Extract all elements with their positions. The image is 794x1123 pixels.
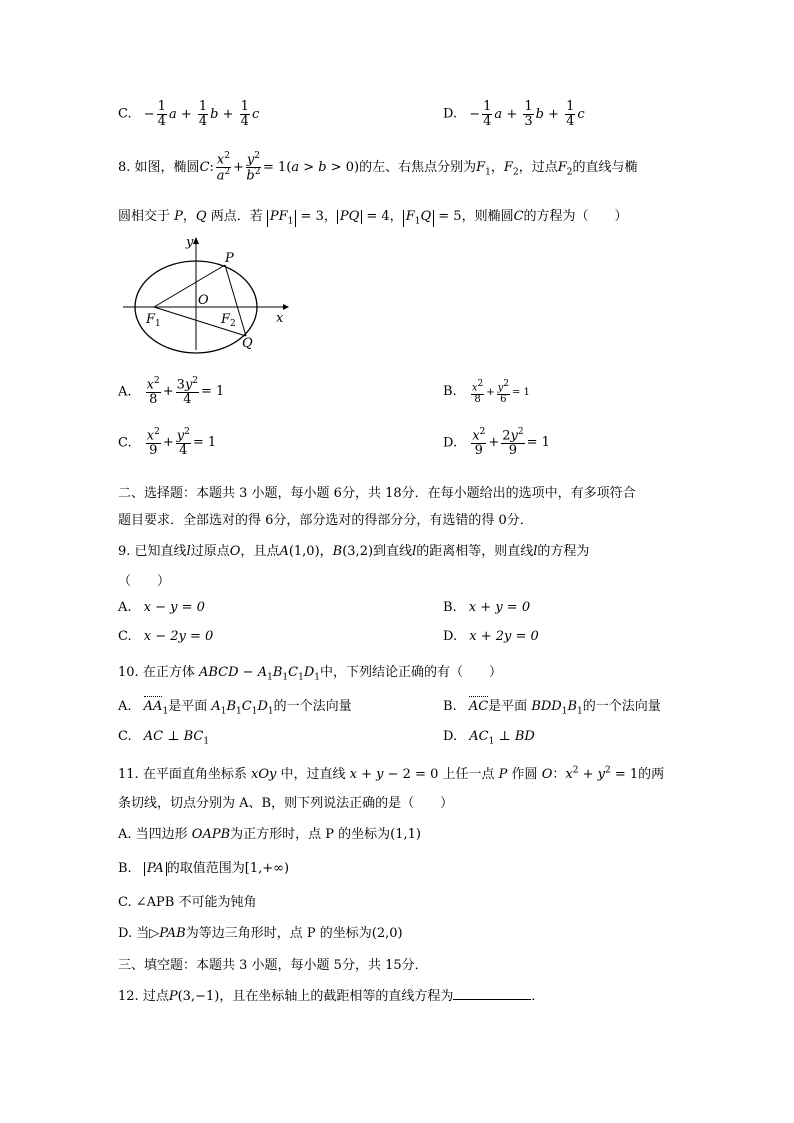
text: B. [118, 861, 132, 876]
answer-blank[interactable] [453, 987, 531, 1000]
text: 为正方形时，点 P 的坐标为 [230, 827, 391, 842]
option-equation: x − 2y = 0 [143, 629, 214, 644]
question-number: 12. [118, 989, 139, 1004]
q10-option-b: B. AC是平面 $BDD_1B_1$的一个法向量 [443, 699, 661, 717]
q7-option-c-expression: − $\frac{1}{4}$ a + $\frac{1}{4}$ b + $\frac{1}{4}$ c [143, 99, 260, 129]
q12-stem: 12. 过点P(3,−1)，且在坐标轴上的截距相等的直线方程为 ． [118, 989, 545, 1004]
q7-option-c [118, 100, 259, 128]
option-label: B. [443, 600, 457, 615]
label-q: Q [242, 336, 253, 351]
option-label: D. [443, 729, 458, 744]
label-f2: $F_2$ [221, 312, 236, 329]
text: ． [531, 989, 545, 1004]
q11-option-a: A. 当四边形 OAPB为正方形时，点 P 的坐标为(1,1) [118, 827, 421, 842]
y-axis-arrow [193, 237, 199, 244]
text: 过点 [142, 989, 169, 1004]
option-label: A. [118, 384, 132, 400]
text: 是平面 [168, 699, 208, 714]
q9-answer-paren: （ ） [118, 574, 171, 589]
text: 作圆 [511, 767, 538, 782]
q10-option-d: D. $AC_1$ ⊥ BD [443, 729, 535, 747]
math: C [199, 159, 210, 175]
option-label: D. [443, 106, 458, 122]
text: D. 当▷ [118, 926, 160, 941]
text: 的两 [638, 767, 665, 782]
question-number: 9. [118, 544, 131, 559]
option-equation: x + 2y = 0 [469, 629, 539, 644]
text: 的直线与椭 [572, 159, 638, 175]
question-number: 11. [118, 767, 139, 782]
q9-stem: 9. 已知直线l过原点O，且点A(1,0)，B(3,2)到直线l的距离相等，则直线l的方程为 [118, 544, 590, 559]
question-number: 10. [118, 665, 139, 680]
text: ，且在坐标轴上的截距相等的直线方程为 [219, 989, 454, 1004]
option-label: A. [118, 600, 132, 615]
text: ，则椭圆 [461, 209, 514, 224]
text: 为等边三角形时，点 P 的坐标为 [185, 926, 372, 941]
q8-line2: 圆相交于 P，Q 两点．若 $PF_1 = 3$， PQ = 4， $F_1Q = 5$，则椭圆C的方程为（ ） [118, 209, 628, 227]
label-y: y [186, 235, 194, 250]
text: 中，下列结论正确的有（ ） [320, 665, 503, 680]
option-equation: x − y = 0 [143, 600, 205, 615]
segment-f1-p [154, 265, 225, 307]
q8-option-d: D. $\frac{x^2}{9}$ + $\frac{2y^2}{9}$ = 1 [443, 427, 550, 458]
label-o: O [198, 293, 209, 308]
text: 如图，椭圆 [134, 159, 200, 175]
text: 过原点 [190, 544, 230, 559]
q9-option-d [443, 629, 539, 644]
question-number: 8. [118, 159, 131, 175]
option-label: D. [443, 435, 458, 451]
q11-option-c: C. ∠APB 不可能为钝角 [118, 895, 257, 910]
text: 的取值范围为 [166, 861, 245, 876]
text: 的一个法向量 [582, 699, 661, 714]
q9-option-a [118, 600, 205, 615]
text: ，且点 [240, 544, 280, 559]
text: ，过点 [518, 159, 558, 175]
text: 两点．若 [210, 209, 263, 224]
q10-stem: 10. 在正方体 ABCD − $A_1B_1C_1D_1$中，下列结论正确的有（ ） [118, 665, 503, 683]
text: 的方程为 [537, 544, 590, 559]
q11-option-b: B. PA 的取值范围为[1,+∞) [118, 861, 290, 876]
option-label: B. [443, 699, 457, 714]
text: 上任一点 [442, 767, 495, 782]
label-x: x [276, 311, 284, 326]
text: 已知直线 [134, 544, 187, 559]
option-label: C. [118, 629, 132, 644]
text: 是平面 [488, 699, 528, 714]
option-label: A. [118, 699, 132, 714]
q10-option-a: A. $AA_1$是平面 $A_1B_1C_1D_1$的一个法向量 [118, 699, 352, 717]
x-axis-arrow [283, 304, 289, 310]
text: 在正方体 [142, 665, 195, 680]
q11-line2: 条切线，切点分别为 A、B，则下列说法正确的是（ ） [118, 796, 454, 811]
text: 圆相交于 [118, 209, 171, 224]
text: 的左、右焦点分别为 [359, 159, 477, 175]
q7-option-d-expression: − $\frac{1}{4}$ a + $\frac{1}{3}$ b + $\frac{1}{4}$ c [469, 99, 585, 129]
q9-option-b [443, 600, 530, 615]
option-label: C. [118, 729, 132, 744]
option-equation: x + y = 0 [468, 600, 531, 615]
text: 中，过直线 [280, 767, 346, 782]
q11-line1: 11. 在平面直角坐标系 xOy 中，过直线 x + y − 2 = 0 上任一点 P 作圆 O：$x^2 + y^2 = 1$的两 [118, 765, 665, 782]
ellipse-figure [118, 232, 293, 357]
q9-option-c [118, 629, 213, 644]
option-label: C. [118, 435, 132, 451]
text: 的一个法向量 [273, 699, 352, 714]
section-3-heading: 三、填空题：本题共 3 小题，每小题 5分，共 15分． [118, 958, 428, 973]
text: 到直线 [373, 544, 413, 559]
q10-option-c: C. AC ⊥ $BC_1$ [118, 729, 210, 747]
text: 的方程为（ ） [523, 209, 628, 224]
text: 在平面直角坐标系 [142, 767, 247, 782]
option-label: C. [118, 106, 132, 122]
label-f1: $F_1$ [146, 312, 161, 329]
text: 的距离相等，则直线 [416, 544, 534, 559]
option-label: D. [443, 629, 458, 644]
label-p: P [225, 251, 234, 266]
option-label: B. [443, 384, 457, 400]
q8-line1: 8. 如图，椭圆C: $\frac{x^2}{a^2}$ + $\frac{y^2}{b^2}$ = 1(a > b > 0)的左、右焦点分别为$F_1$，$F_2$，过点$F_2$的直线与椭 [118, 151, 638, 184]
text: A. 当四边形 [118, 827, 188, 842]
section-2-line2: 题目要求．全部选对的得 6分，部分选对的得部分分，有选错的得 0分． [118, 513, 533, 528]
q7-option-d [443, 100, 585, 128]
q8-option-b: B. $\frac{x^2}{8}$ + $\frac{y^2}{6}$ = 1 [443, 379, 530, 405]
q11-option-d: D. 当▷PAB为等边三角形时，点 P 的坐标为(2,0) [118, 926, 403, 941]
q8-option-c: C. $\frac{x^2}{9}$ + $\frac{y^2}{4}$ = 1 [118, 427, 217, 458]
section-2-line1: 二、选择题：本题共 3 小题，每小题 6分，共 18分．在每小题给出的选项中，有多项符合 [118, 486, 636, 501]
q8-option-a: A. $\frac{x^2}{8}$ + $\frac{3y^2}{4}$ = 1 [118, 376, 225, 407]
